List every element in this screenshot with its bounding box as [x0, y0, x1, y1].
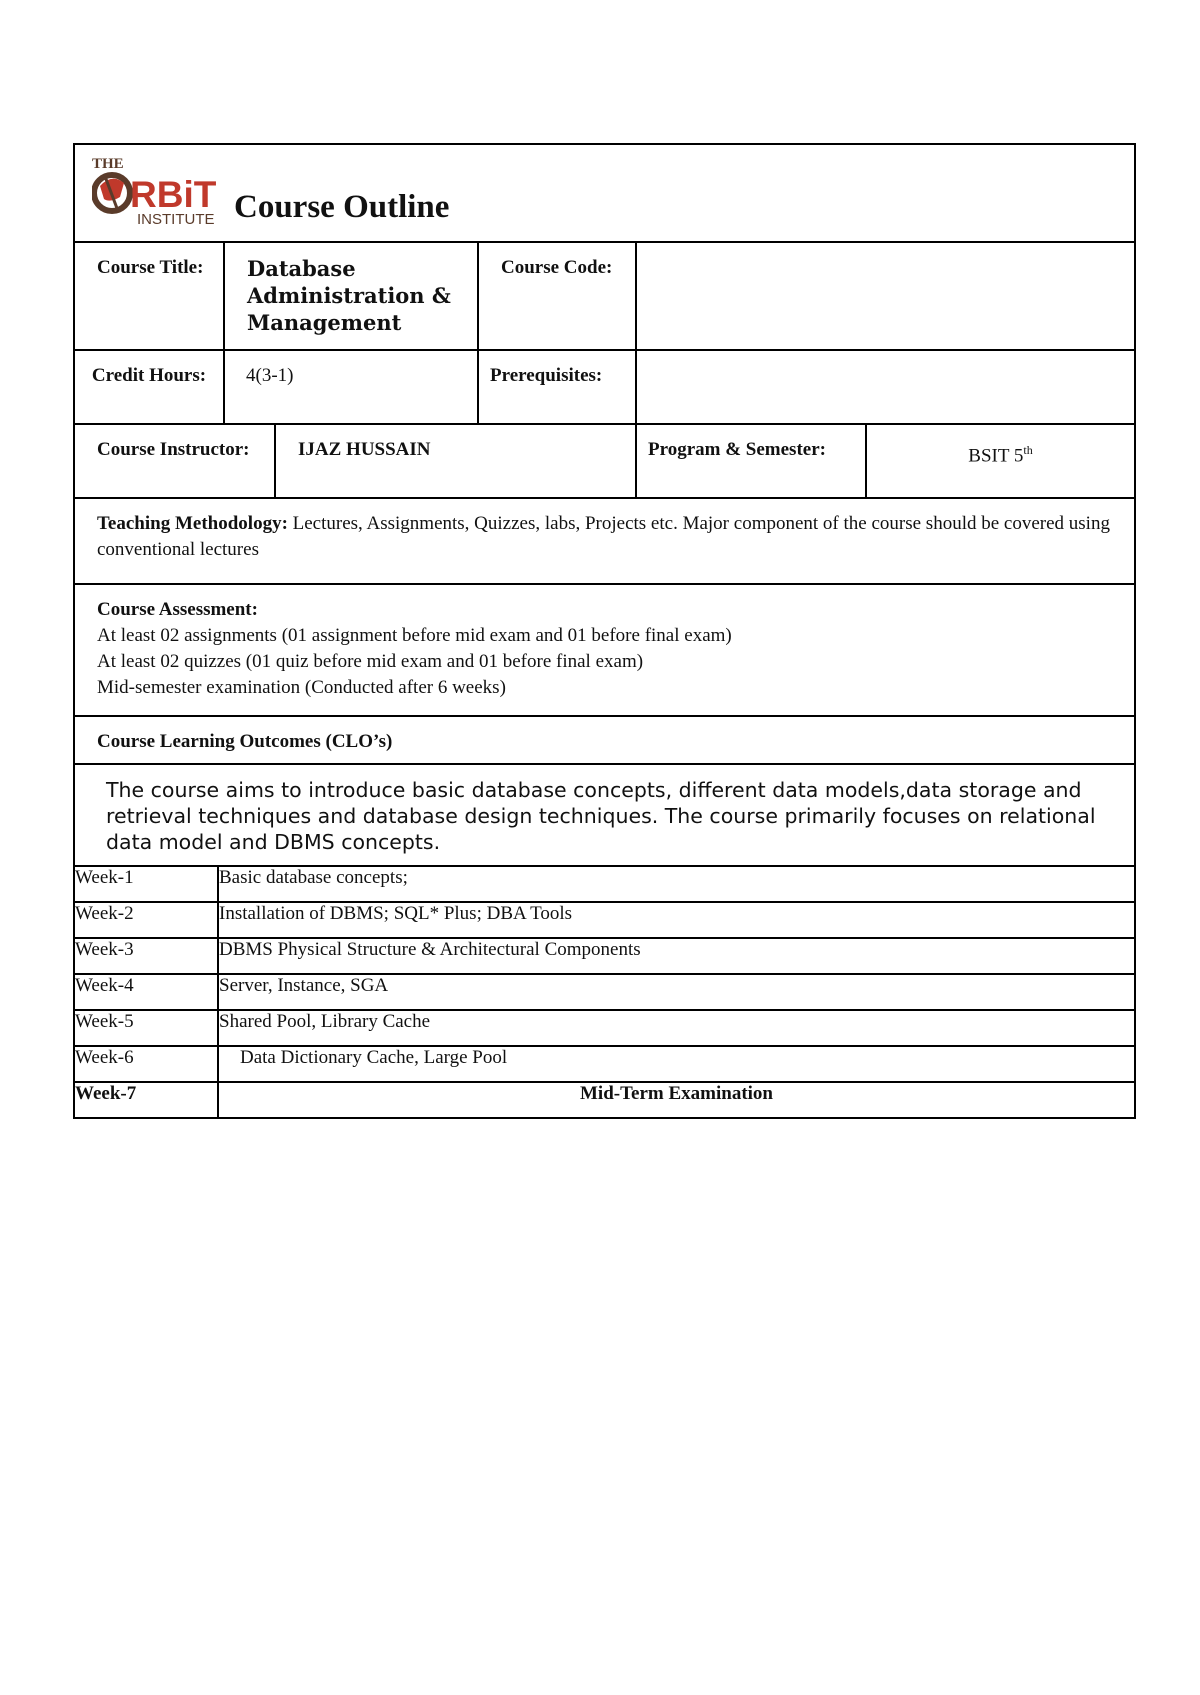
week-topic: Shared Pool, Library Cache [219, 1011, 431, 1032]
instructor-value: IJAZ HUSSAIN [275, 425, 636, 497]
course-assessment-label: Course Assessment: [97, 599, 258, 620]
course-code-value [636, 243, 1134, 349]
week-label: Week-2 [75, 903, 218, 937]
week-topic: Server, Instance, SGA [219, 975, 389, 996]
week-label: Week-7 [75, 1083, 218, 1117]
clo-description: The course aims to introduce basic database concepts, different data models,data storage and retrieval techniques and database design techniques. The course primarily focuses on relational data model and DBMS concepts. [74, 764, 1135, 866]
course-assessment-cell [74, 584, 1135, 716]
globe-icon [94, 175, 130, 211]
logo-the: THE [92, 156, 124, 172]
week-row [74, 1046, 1135, 1082]
program-value-text: BSIT 5 [968, 445, 1024, 467]
week-topic: Installation of DBMS; SQL* Plus; DBA Tools [219, 903, 573, 924]
prerequisites-value [636, 351, 1134, 423]
credit-hours-row [74, 350, 1135, 424]
course-code-label: Course Code: [478, 243, 636, 349]
week-label: Week-5 [75, 1011, 218, 1045]
prerequisites-label: Prerequisites: [478, 351, 636, 423]
teaching-methodology-text: Lectures, Assignments, Quizzes, labs, Projects etc. Major component of the course should be covered using conventional lectures [97, 513, 1110, 560]
course-outline-table [73, 143, 1136, 1119]
program-semester-label: Program & Semester: [636, 425, 866, 497]
week-row [74, 938, 1135, 974]
week-topic: Basic database concepts; [219, 867, 408, 888]
week-row [74, 1010, 1135, 1046]
midterm-label: Mid-Term Examination [580, 1083, 773, 1104]
week-row [74, 974, 1135, 1010]
credit-hours-label: Credit Hours: [75, 351, 224, 423]
header-cell [74, 144, 1135, 242]
week-topic: DBMS Physical Structure & Architectural Components [219, 939, 641, 960]
week-label: Week-3 [75, 939, 218, 973]
course-title-label: Course Title: [75, 243, 224, 349]
instructor-row [74, 424, 1135, 498]
assessment-line: Mid-semester examination (Conducted after 6 weeks) [97, 677, 506, 698]
orbit-institute-logo [92, 153, 237, 233]
program-value-suffix: th [1023, 443, 1033, 457]
logo-orbit: RBiT [130, 174, 217, 215]
logo-institute: INSTITUTE [137, 211, 215, 228]
week-label: Week-1 [75, 867, 218, 901]
course-title-value: Database Administration & Management [224, 243, 478, 349]
program-semester-value [866, 425, 1134, 497]
week-label: Week-4 [75, 975, 218, 1009]
week-label: Week-6 [75, 1047, 218, 1081]
course-title-row [74, 242, 1135, 350]
page-title: Course Outline [234, 189, 450, 225]
assessment-line: At least 02 quizzes (01 quiz before mid exam and 01 before final exam) [97, 651, 644, 672]
teaching-methodology-cell [74, 498, 1135, 584]
week-row [74, 866, 1135, 902]
teaching-methodology-label: Teaching Methodology: [97, 513, 288, 534]
week-row [74, 902, 1135, 938]
week-row-midterm [74, 1082, 1135, 1118]
assessment-line: At least 02 assignments (01 assignment before mid exam and 01 before final exam) [97, 625, 732, 646]
credit-hours-value: 4(3-1) [224, 351, 478, 423]
instructor-label: Course Instructor: [75, 425, 275, 497]
clo-heading: Course Learning Outcomes (CLO’s) [74, 716, 1135, 764]
week-topic: Data Dictionary Cache, Large Pool [240, 1047, 508, 1068]
